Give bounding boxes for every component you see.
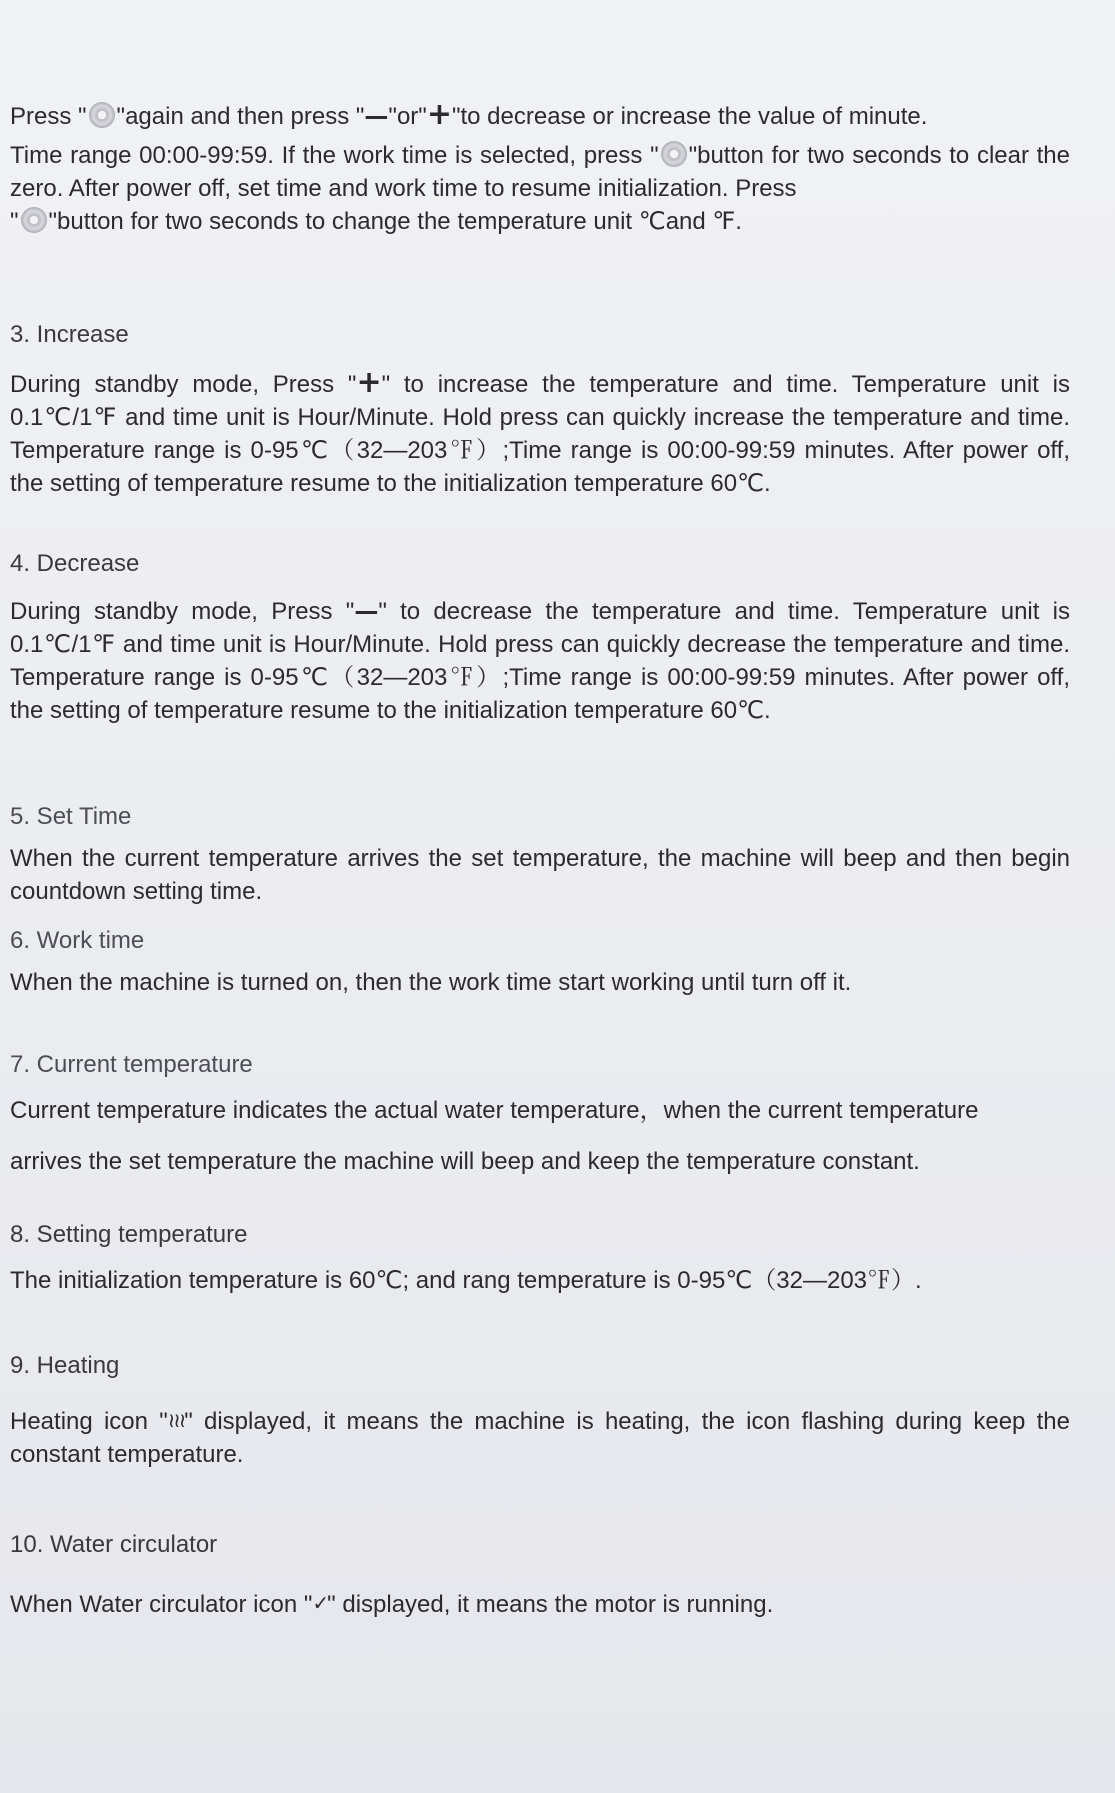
body-text: When Water circulator icon " <box>10 1591 313 1618</box>
section-body <box>10 366 1070 500</box>
minus-icon: — <box>364 102 389 130</box>
section-water-circulator <box>10 1530 1070 1621</box>
plus-icon: + <box>356 365 382 400</box>
section-heading: 5. Set Time <box>10 803 132 830</box>
intro-paragraph <box>10 98 1070 133</box>
section-decrease <box>10 549 1070 727</box>
intro-block <box>10 98 1070 238</box>
intro-text: "button for two seconds to change the temperature unit ℃and ℉. <box>48 208 742 235</box>
section-setting-temperature <box>10 1220 1070 1297</box>
settings-button-icon <box>21 207 47 233</box>
intro-paragraph-2 <box>10 139 1070 205</box>
section-heading: 6. Work time <box>10 927 145 954</box>
section-body <box>10 595 1070 727</box>
section-heading: 4. Decrease <box>10 550 140 577</box>
intro-paragraph-3 <box>10 205 1070 238</box>
section-body: When the current temperature arrives the set temperature, the machine will beep and then begin countdown setting time. <box>10 845 1070 905</box>
body-text: During standby mode, Press " <box>10 598 355 625</box>
water-circulator-icon: ✓ <box>312 1593 328 1615</box>
intro-text: "to decrease or increase the value of minute. <box>451 103 928 130</box>
intro-text: "again and then press " <box>116 103 365 130</box>
section-set-time <box>10 802 1070 908</box>
section-body: Current temperature indicates the actual water temperature，when the current temperature <box>10 1097 979 1124</box>
section-heating <box>10 1351 1070 1471</box>
section-increase <box>10 320 1070 500</box>
body-text: During standby mode, Press " <box>10 371 357 398</box>
section-heading: 3. Increase <box>10 321 129 348</box>
intro-text: Press " <box>10 103 87 130</box>
section-work-time <box>10 926 1070 999</box>
plus-icon: + <box>426 97 452 132</box>
intro-text: "or" <box>388 103 427 130</box>
minus-icon: — <box>354 597 379 625</box>
section-body: arrives the set temperature the machine will beep and keep the temperature constant. <box>10 1148 920 1175</box>
section-body <box>10 1588 1070 1621</box>
section-heading: 8. Setting temperature <box>10 1221 248 1248</box>
settings-button-icon <box>89 102 115 128</box>
section-body <box>10 1405 1070 1471</box>
intro-text: "button for two seconds to clear the zero. After power off, set time and work time to resume initialization. Press <box>10 142 1070 202</box>
intro-text: " <box>10 208 19 235</box>
section-heading: 10. Water circulator <box>10 1531 218 1558</box>
section-heading: 7. Current temperature <box>10 1051 253 1078</box>
section-body: When the machine is turned on, then the work time start working until turn off it. <box>10 969 852 996</box>
heating-icon: ≀≀≀ <box>167 1410 185 1432</box>
body-text: " to increase the temperature and time. Temperature unit is 0.1℃/1℉ and time unit is Hour/Minute. Hold press can quickly increase the temperature and time. Temperature range is 0-95℃（32—203℉）;Time range is 00:00-99:59 minutes. After power off, the setting of temperature resume to the initialization temperature 60℃. <box>10 371 1070 497</box>
body-text: " to decrease the temperature and time. Temperature unit is 0.1℃/1℉ and time unit is Hour/Minute. Hold press can quickly decrease the temperature and time. Temperature range is 0-95℃（32—203℉）;Time range is 00:00-99:59 minutes. After power off, the setting of temperature resume to the initialization temperature 60℃. <box>10 598 1071 724</box>
settings-button-icon <box>661 141 687 167</box>
section-body: The initialization temperature is 60℃; and rang temperature is 0-95℃（32—203℉）. <box>10 1267 922 1294</box>
section-current-temperature <box>10 1050 1070 1178</box>
section-heading: 9. Heating <box>10 1352 120 1379</box>
intro-text: Time range 00:00-99:59. If the work time is selected, press " <box>10 142 659 169</box>
body-text: Heating icon " <box>10 1408 168 1435</box>
body-text: " displayed, it means the motor is running. <box>327 1591 774 1618</box>
body-text: " displayed, it means the machine is heating, the icon flashing during keep the constant temperature. <box>10 1408 1071 1468</box>
